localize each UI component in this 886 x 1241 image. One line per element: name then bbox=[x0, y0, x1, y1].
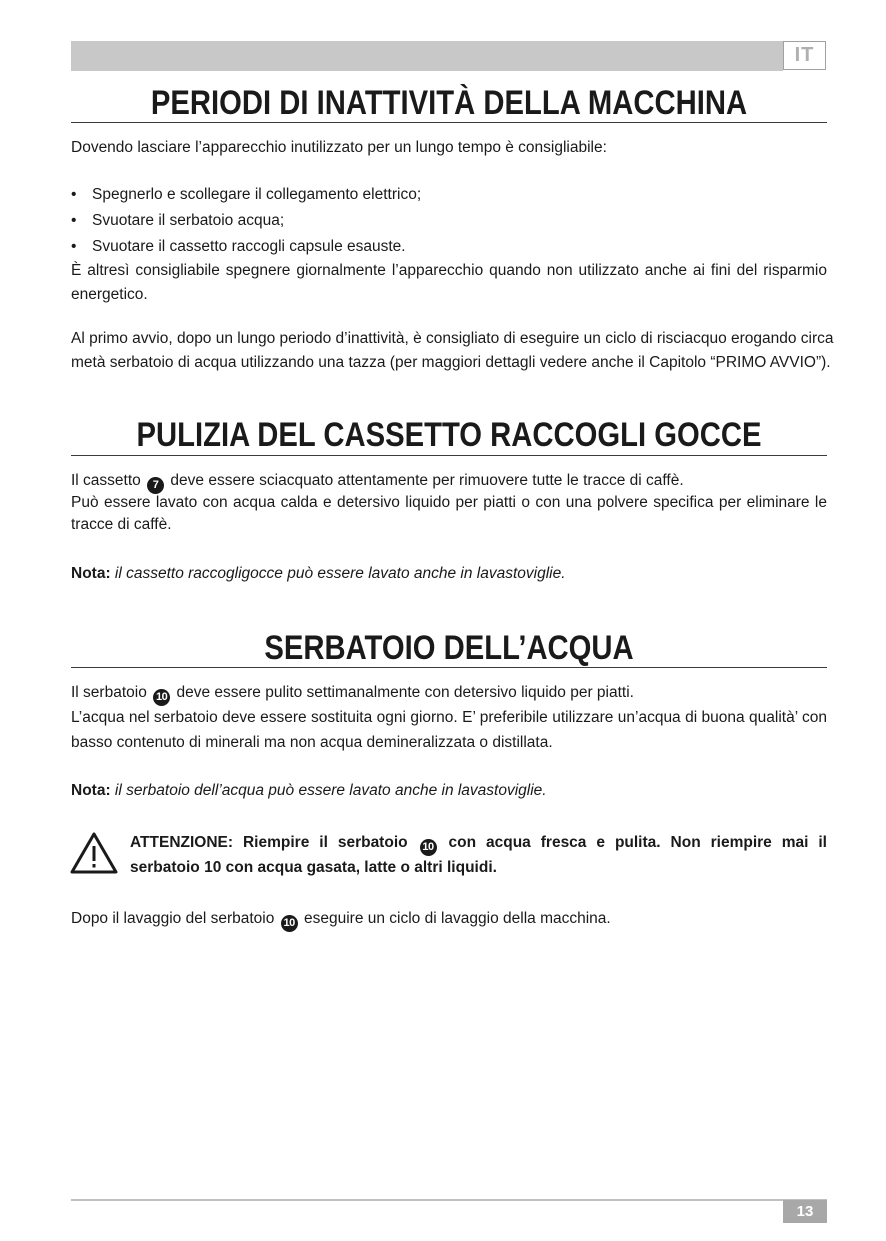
list-item: • Svuotare il serbatoio acqua; bbox=[71, 212, 285, 229]
note-label: Nota: bbox=[71, 565, 111, 582]
footer-rule bbox=[71, 1199, 827, 1201]
text-fragment: Il serbatoio bbox=[71, 684, 147, 701]
warning-text bbox=[130, 831, 827, 879]
note-text: il cassetto raccogligocce può essere lavato anche in lavastoviglie. bbox=[114, 565, 566, 582]
paragraph-line: L’acqua nel serbatoio deve essere sostituita ogni giorno. E’ preferibile utilizzare un’acqua di buona qualità’ con bbox=[71, 709, 827, 726]
language-label: IT bbox=[783, 41, 826, 70]
intro-paragraph: Dovendo lasciare l’apparecchio inutilizzato per un lungo tempo è consigliabile: bbox=[71, 139, 607, 156]
paragraph-line: Al primo avvio, dopo un lungo periodo d’inattività, è consigliato di eseguire un ciclo di risciacquo erogando circa bbox=[71, 330, 834, 347]
note bbox=[71, 779, 827, 802]
list-item: • Svuotare il cassetto raccogli capsule esauste. bbox=[71, 238, 406, 255]
text-fragment: Il cassetto bbox=[71, 472, 141, 489]
paragraph-line: tracce di caffè. bbox=[71, 516, 172, 533]
list-item-text: Spegnerlo e scollegare il collegamento elettrico; bbox=[92, 186, 422, 203]
component-number-badge: 10 bbox=[153, 689, 170, 706]
text-fragment: eseguire un ciclo di lavaggio della macchina. bbox=[303, 910, 611, 927]
text-fragment: deve essere pulito settimanalmente con detersivo liquido per piatti. bbox=[176, 684, 634, 701]
header-bar bbox=[71, 41, 783, 71]
list-item-text: Svuotare il serbatoio acqua; bbox=[92, 212, 285, 229]
section-title-water-tank: SERBATOIO DELL’ACQUA bbox=[264, 629, 634, 667]
warning-icon bbox=[70, 831, 118, 875]
paragraph-line bbox=[71, 681, 827, 706]
paragraph-line: energetico. bbox=[71, 286, 148, 303]
title-underline bbox=[71, 455, 827, 456]
component-number-badge: 10 bbox=[420, 839, 437, 856]
list-item-text: Svuotare il cassetto raccogli capsule esauste. bbox=[92, 238, 406, 255]
text-fragment: deve essere sciacquato attentamente per rimuovere tutte le tracce di caffè. bbox=[170, 472, 684, 489]
section-title-inactivity: PERIODI DI INATTIVITÀ DELLA MACCHINA bbox=[150, 84, 748, 122]
paragraph-line: È altresì consigliabile spegnere giornalmente l’apparecchio quando non utilizzato anche ai fini del risparmio bbox=[71, 262, 827, 279]
note-label: Nota: bbox=[71, 782, 111, 799]
title-underline bbox=[71, 122, 827, 123]
paragraph-line: Può essere lavato con acqua calda e detersivo liquido per piatti o con una polvere specifica per eliminare le bbox=[71, 494, 827, 511]
text-fragment: con acqua fresca e pulita. Non riempire mai il serbatoio 10 con acqua gasata, latte o altri liquidi. bbox=[130, 834, 827, 876]
note-text: il serbatoio dell’acqua può essere lavato anche in lavastoviglie. bbox=[114, 782, 547, 799]
paragraph-line: basso contenuto di minerali ma non acqua demineralizzata o distillata. bbox=[71, 734, 553, 751]
section-title-drip-tray: PULIZIA DEL CASSETTO RACCOGLI GOCCE bbox=[136, 416, 762, 454]
list-item: • Spegnerlo e scollegare il collegamento elettrico; bbox=[71, 186, 422, 203]
text-fragment: ATTENZIONE: Riempire il serbatoio bbox=[130, 834, 408, 851]
page-number: 13 bbox=[783, 1200, 827, 1223]
component-number-badge: 10 bbox=[281, 915, 298, 932]
component-number-badge: 7 bbox=[147, 477, 164, 494]
title-underline bbox=[71, 667, 827, 668]
paragraph-line: metà serbatoio di acqua utilizzando una tazza (per maggiori dettagli vedere anche il Capitolo “PRIMO AVVIO”). bbox=[71, 354, 831, 371]
note bbox=[71, 562, 827, 585]
text-fragment: Dopo il lavaggio del serbatoio bbox=[71, 910, 275, 927]
paragraph-line bbox=[71, 907, 827, 932]
